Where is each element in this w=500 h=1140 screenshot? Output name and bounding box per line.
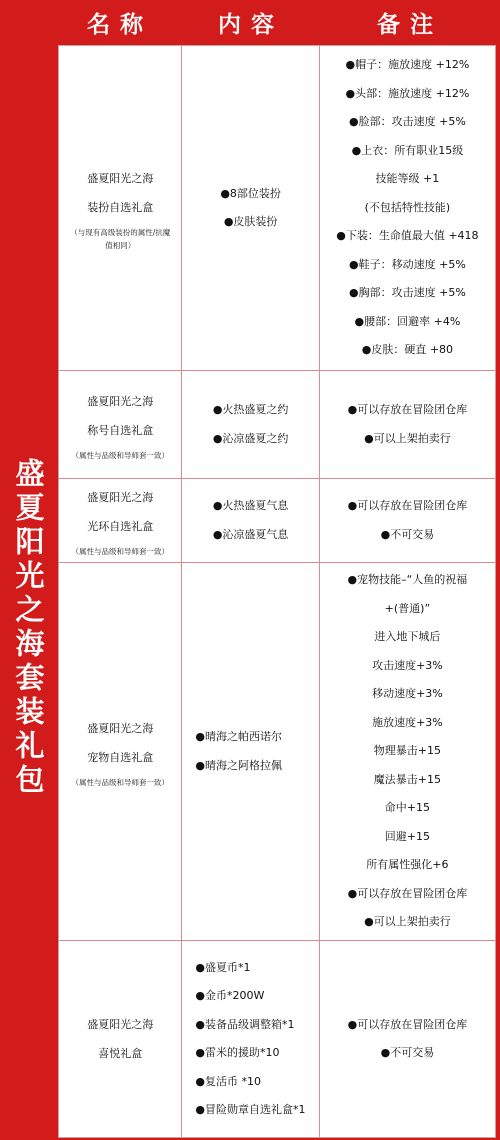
- item-name-line: 盛夏阳光之海: [87, 1018, 154, 1031]
- table-row: [59, 46, 495, 370]
- content-item: ●沁凉盛夏气息: [212, 527, 289, 541]
- remark-cell: [320, 941, 495, 1137]
- remark-item: 攻击速度+3%: [372, 658, 443, 672]
- content-item: ●皮肤装扮: [223, 215, 278, 228]
- item-name-line: 宠物自选礼盒: [87, 751, 154, 764]
- remark-item: ●脸部：攻击速度 +5%: [349, 115, 466, 129]
- item-name-cell: [59, 563, 182, 940]
- content-item: ●沁凉盛夏之约: [212, 431, 289, 445]
- item-name-line: 盛夏阳光之海: [87, 395, 154, 408]
- remark-cell: [320, 563, 495, 940]
- content-cell: [182, 479, 319, 562]
- item-name-line: 喜悦礼盒: [98, 1047, 143, 1060]
- content-item: ●金币*200W: [195, 989, 265, 1002]
- remark-item: ●皮肤：硬直 +80: [361, 343, 454, 357]
- content-item: ●装备品级调整箱*1: [195, 1017, 295, 1031]
- item-name-line: 盛夏阳光之海: [87, 491, 154, 504]
- table-row: [59, 478, 495, 562]
- item-name-line: 装扮自选礼盒: [87, 201, 154, 214]
- remark-item: ●不可交易: [380, 527, 435, 541]
- item-name-line: 光环自选礼盒: [87, 520, 154, 533]
- content-item: ●复活币 *10: [195, 1074, 262, 1088]
- remark-item: 所有属性强化+6: [366, 858, 449, 872]
- remark-item: ●头部：施放速度 +12%: [345, 86, 470, 100]
- remark-item: ●可以上架拍卖行: [364, 915, 451, 929]
- remark-cell: [320, 46, 495, 370]
- item-note: （属性与品级和导师套一致）: [71, 547, 169, 556]
- table-row: [59, 370, 495, 478]
- item-name-cell: [59, 46, 182, 370]
- remark-item: ●腰部：回避率 +4%: [354, 314, 461, 328]
- content-cell: [182, 563, 319, 940]
- content-cell: [182, 371, 319, 478]
- remark-item: ●鞋子：移动速度 +5%: [349, 257, 466, 271]
- item-name-line: 盛夏阳光之海: [87, 722, 154, 735]
- remark-item: (不包括特性技能): [364, 200, 451, 214]
- item-name-cell: [59, 371, 182, 478]
- remark-item: +(普通)”: [384, 601, 431, 615]
- remark-item: 技能等级 +1: [375, 172, 440, 186]
- content-item: ●晴海之阿格拉佩: [195, 758, 283, 772]
- remark-item: ●可以上架拍卖行: [364, 431, 451, 445]
- header-name: 名称: [87, 12, 153, 38]
- remark-cell: [320, 479, 495, 562]
- item-name-line: 盛夏阳光之海: [87, 172, 154, 185]
- item-note: （与现有高级装扮的属性/抗魔值相同）: [70, 228, 171, 250]
- remark-item: ●胸部：攻击速度 +5%: [349, 286, 466, 300]
- content-item: ●冒险勋章自选礼盒*1: [195, 1103, 306, 1116]
- remark-item: ●宠物技能–“人鱼的祝福: [347, 573, 468, 587]
- header-remark: 备注: [377, 12, 443, 38]
- content-item: ●盛夏币*1: [195, 960, 251, 974]
- remark-item: 回避+15: [384, 829, 431, 843]
- table-row: [59, 562, 495, 940]
- content-cell: [182, 46, 319, 370]
- remark-item: ●可以存放在冒险团仓库: [347, 499, 468, 512]
- item-note: （属性与品级和导师套一致）: [71, 451, 169, 460]
- side-title: 盛夏阳光之海套装礼包: [11, 457, 46, 798]
- item-name-cell: [59, 479, 182, 562]
- remark-item: ●可以存放在冒险团仓库: [347, 1017, 468, 1031]
- remark-cell: [320, 371, 495, 478]
- remark-item: 物理暴击+15: [373, 744, 442, 758]
- remark-item: 施放速度+3%: [372, 715, 443, 729]
- item-name-cell: [59, 941, 182, 1137]
- header-content: 内容: [218, 12, 284, 38]
- package-table: [58, 45, 496, 1138]
- content-item: ●晴海之帕西诺尔: [195, 730, 283, 743]
- remark-item: 命中+15: [384, 801, 431, 815]
- table-header: [58, 0, 500, 45]
- content-item: ●火热盛夏气息: [212, 499, 289, 512]
- remark-item: ●不可交易: [380, 1046, 435, 1059]
- content-item: ●火热盛夏之约: [212, 403, 289, 416]
- table-row: [59, 940, 495, 1137]
- remark-item: ●上衣：所有职业15级: [351, 143, 464, 157]
- content-item: ●雷米的援助*10: [195, 1046, 280, 1059]
- content-item: ●8部位装扮: [220, 186, 281, 200]
- item-name-line: 称号自选礼盒: [87, 424, 154, 437]
- content-cell: [182, 941, 319, 1137]
- item-note: （属性与品级和导师套一致）: [71, 778, 169, 787]
- remark-item: ●下装：生命值最大值 +418: [336, 229, 479, 243]
- remark-item: 移动速度+3%: [372, 687, 443, 701]
- side-banner: [0, 45, 58, 1140]
- remark-item: ●可以存放在冒险团仓库: [347, 886, 468, 900]
- remark-item: ●可以存放在冒险团仓库: [347, 403, 468, 416]
- remark-item: 魔法暴击+15: [373, 772, 442, 786]
- remark-item: 进入地下城后: [374, 630, 441, 644]
- remark-item: ●帽子：施放速度 +12%: [345, 58, 470, 72]
